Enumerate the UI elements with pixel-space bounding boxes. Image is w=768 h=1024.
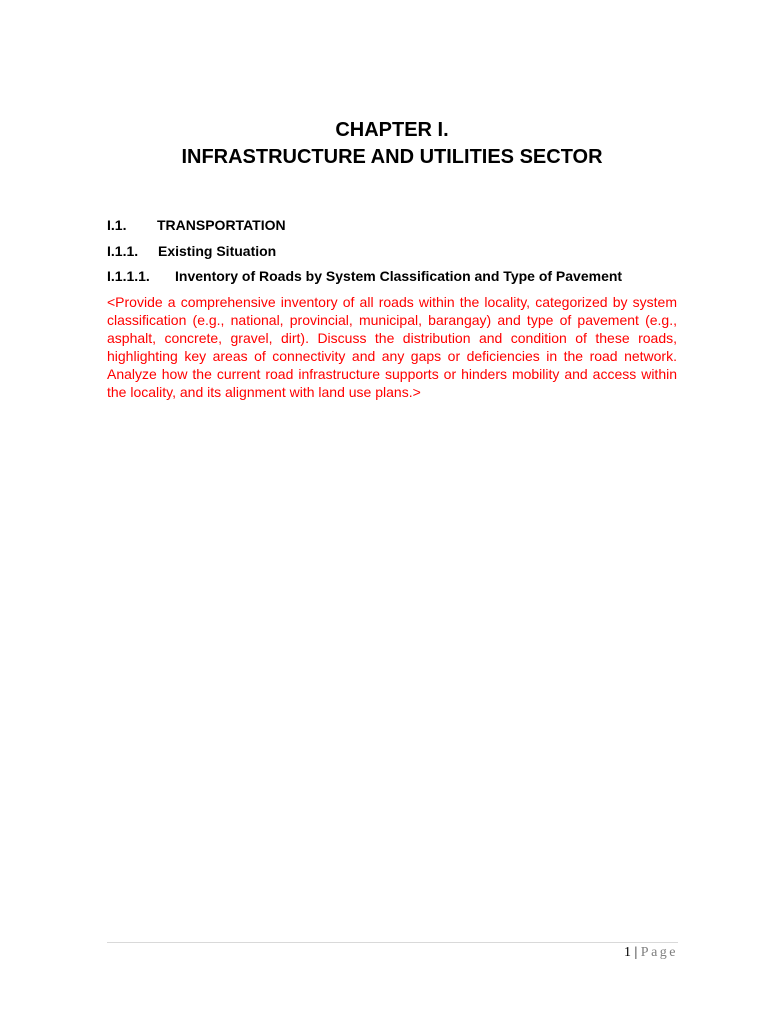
placeholder-instruction-text: <Provide a comprehensive inventory of all roads within the locality, categorized by system classification (e.g., national, provincial, municipal, barangay) and type of pavement (e.g., asphalt, concrete, gravel, dirt). Discuss the distribution and condition of these roads, highlighting key areas of connectivity and any gaps or deficiencies in the road network. Analyze how the current road infrastructure supports or hinders mobility and access within the locality, and its alignment with land use plans.> [107, 294, 677, 400]
chapter-number: CHAPTER I. [335, 119, 449, 141]
subsubsection-heading-road-inventory [107, 267, 622, 285]
footer-divider [107, 942, 678, 943]
page-number: 1 [623, 945, 631, 960]
section-title: TRANSPORTATION [157, 217, 286, 233]
page-label: Page [640, 945, 678, 960]
footer-separator: | [634, 945, 638, 960]
sector-title: INFRASTRUCTURE AND UTILITIES SECTOR [181, 146, 603, 168]
subsection-title: Existing Situation [158, 243, 277, 259]
chapter-title [107, 117, 677, 171]
page-footer [624, 944, 678, 962]
section-heading-transportation [107, 216, 286, 234]
section-number: I.1. [107, 217, 127, 233]
subsubsection-number: I.1.1.1. [107, 268, 150, 284]
subsection-number: I.1.1. [107, 243, 139, 259]
subsubsection-title: Inventory of Roads by System Classification and Type of Pavement [175, 268, 623, 284]
subsection-heading-existing-situation [107, 242, 276, 260]
